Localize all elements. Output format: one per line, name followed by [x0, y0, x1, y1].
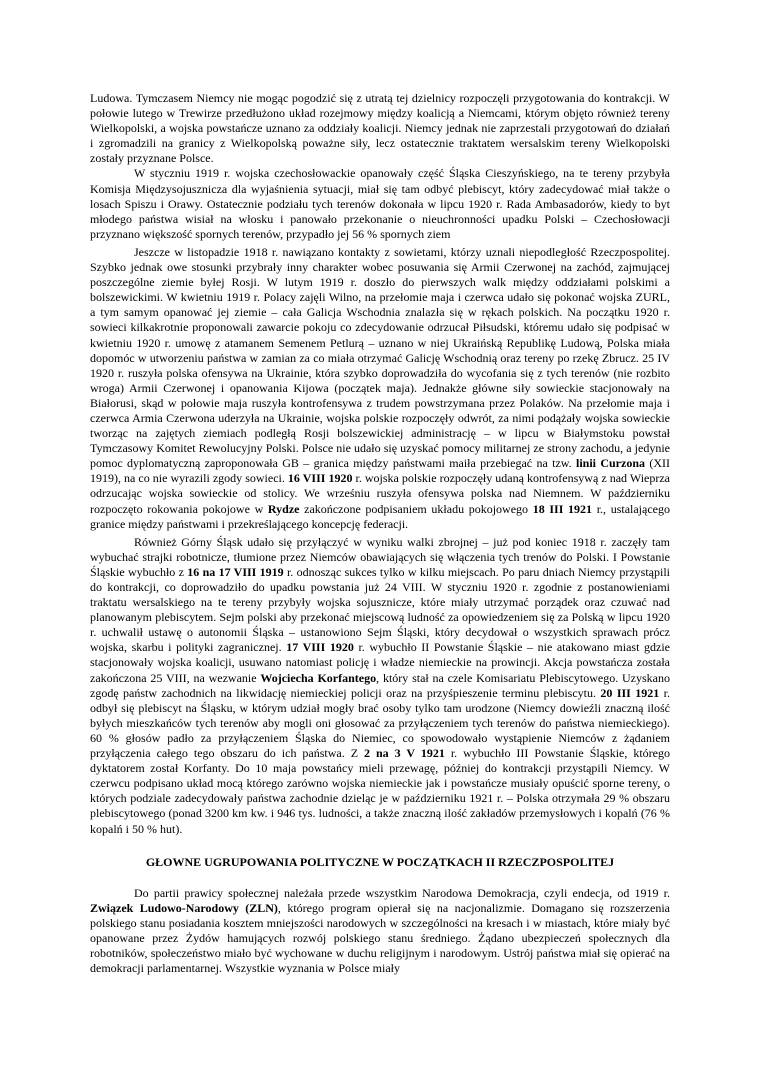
text-run: , którego program opierał się na nacjonalizmie. Domagano się rozszerzenia polskiego stanu posiadania kosztem mniejszości narodowych w szczególności na kresach i w miastach, które miały być opanowane przez Żydów hamujących rozwój polskiego stanu średniego. Żądano ubezpieczeń społecznych dla robotników, społeczeństwo miało być wychowane w duchu religijnym i narodowym. Ustrój państwa miał się opierać na demokracji parlamentarnej. Wszystkie wyznania w Polsce miały: [90, 900, 670, 976]
paragraph-wielkopolska: [90, 91, 670, 166]
text-run: (XII 1919), na co nie wyrazili zgody sowieci.: [90, 456, 670, 486]
text-run: Jeszcze w listopadzie 1918 r. nawiązano kontakty z sowietami, którzy uznali niepodległość Rzeczpospolitej. Szybko jednak owe stosunki przybrały inny charakter wobec posuwania się Armii Czerwonej na zachód, zajmującej poszczególne ziemie byłej Rosji. W lutym 1919 r. doszło do pierwszych walk między oddziałami polskimi a bolszewickimi. W kwietniu 1919 r. Polacy zajęli Wilno, na przełomie maja i czerwca udało się pokonać wojska ZURL, a tym samym opanować jej ziemie – cała Galicja Wschodnia znalazła się w rękach polskich. Na początku 1920 r. sowieci kilkakrotnie proponowali zawarcie pokoju co zdecydowanie odrzucał Piłsudski, któremu udało się podpisać w kwietniu 1920 r. umowę z atamanem Semenem Petlurą – uznano w niej Ukraińską Republikę Ludową, Polska miała dopomóc w utworzeniu państwa w zamian za co miała otrzymać Galicję Wschodnią oraz tereny po rzekę Zbrucz. 25 IV 1920 r. ruszyła polska ofensywa na Ukrainie, która szybko doprowadziła do wycofania się z tych terenów (nie rozbito wroga) Armii Czerwonej i opanowania Kijowa (początek maja). Jednakże główne siły sowieckie stacjonowały na Białorusi, skąd w połowie maja ruszyła kontrofensywa z trudem powstrzymana przez Polaków. Na przełomie maja i czerwca Armia Czerwona uderzyła na Ukrainie, wojska polskie rozpoczęły odwrót, za nimi podążały wojska sowieckie tworząc na zajętych ziemiach podległą Rosji bolszewickiej administrację – w lipcu w Białymstoku powstał Tymczasowy Komitet Rewolucyjny Polski. Polsce nie udało się uzyskać pomocy militarnej ze strony zachodu, a jedynie pomoc dyplomatyczną zaproponowała GB – granica między państwami maiła przebiegać na tzw.: [90, 244, 670, 471]
document-body: [90, 91, 670, 976]
bold-term: 18 III 1921: [532, 501, 593, 516]
text-run: , który stał na czele Komisariatu Plebiscytowego. Uzyskano zgodę państw zachodnich na likwidację niemieckiej policji oraz na przyśpieszenie terminu plebiscytu.: [90, 670, 670, 700]
bold-term: Wojciecha Korfantego: [260, 670, 377, 685]
text-run: r. odnosząc sukces tylko w kilku miejscach. Po paru dniach Niemcy przystąpili do kontrakcji, co doprowadziło do upadku powstania już 24 VIII. W styczniu 1920 r. zgodnie z postanowieniami traktatu wersalskiego na te tereny przybyły wojska sojusznicze, które miały utrzymać porządek oraz czuwać nad planowanym plebiscytem. Sejm polski aby przekonać miejscową ludność za opowiedzeniem się za Polską w lipcu 1920 r. uchwalił ustawę o autonomii Śląska – ustanowiono Sejm Śląski, który decydował o wszystkich sprawach prócz wojska, skarbu i polityki zagranicznej.: [90, 564, 670, 655]
text-run: zakończone podpisaniem układu pokojowego: [299, 501, 533, 516]
bold-term: 16 VIII 1920: [287, 471, 353, 486]
text-run: r. wojska polskie rozpoczęły udaną kontrofensywą z nad Wieprza odrzucając wojska sowieckie od stolicy. We wrześniu ruszyła ofensywa polska nad Niemnem. W październiku rozpoczęto rokowania pokojowe w: [90, 471, 671, 516]
bold-term: 2 na 3 V 1921: [364, 746, 445, 761]
bold-term: Związek Ludowo-Narodowy (ZLN): [90, 900, 278, 915]
paragraph-silesia: [90, 535, 670, 837]
text-run: Również Górny Śląsk udało się przyłączyć w wyniku walki zbrojnej – już pod koniec 1918 r. zaczęły tam wybuchać strajki robotnicze, tłumione przez Niemców obawiających się włączenia tych trenów do Polski. I Powstanie Śląskie wybuchło z: [90, 534, 670, 579]
text-run: r. odbył się plebiscyt na Śląsku, w którym udział mogły brać osoby tylko tam urodzone (Niemcy dowieźli znaczną ilość byłych mieszkańców tych terenów aby mogli oni głosować za przyłączeniem tych terenów do państwa niemieckiego). 60 % głosów padło za przyłączeniem Śląska do Niemiec, co spowodowało wystąpienie Niemców z żądaniem przyłączenia całego tego obszaru do ich państwa. Z: [90, 685, 670, 761]
text-run: Do partii prawicy społecznej należała przede wszystkim Narodowa Demokracja, czyli endecja, od 1919 r.: [134, 885, 670, 900]
text-run: r. wybuchło III Powstanie Śląskie, którego dyktatorem został Korfanty. Do 10 maja powstańcy mieli przewagę, później do kontrakcji przystąpili Niemcy. W czerwcu podpisano układ mocą którego zarówno wojska niemieckie jak i powstańcze musiały opuścić sporne tereny, o których podziale zadecydowały państwa zachodnie dzieląc je w październiku 1921 r. – Polska otrzymała 29 % obszaru plebiscytowego (ponad 3200 km kw. i 946 tys. ludności, a także znaczną ilość zakładów przemysłowych i kopalń (76 % kopalń i 50 % hut).: [90, 746, 670, 836]
paragraph-polish-soviet-war: [90, 245, 670, 532]
bold-term: Rydze: [267, 501, 300, 516]
paragraph-political-parties: [90, 886, 670, 977]
bold-term: 20 III 1921: [600, 685, 660, 700]
text-run: r., ustalającego granice między państwami i przekreślającego koncepcję federacji.: [90, 501, 670, 531]
bold-term: linii Curzona: [576, 456, 646, 471]
text-run: r. wybuchło II Powstanie Śląskie – nie atakowano miast gdzie stacjonowały wojska koalicji, usuwano natomiast policję i władze niemieckie na prowincji. Akcja powstańcza została zakończona 25 VIII, na wezwanie: [90, 640, 670, 685]
text-run: W styczniu 1919 r. wojska czechosłowackie opanowały część Śląska Cieszyńskiego, na te tereny przybyła Komisja Międzysojusznicza dla wyjaśnienia sytuacji, miał się tam odbyć plebiscyt, który zadecydować miał także o losach Spiszu i Orawy. Ostatecznie podziału tych terenów dokonała w lipcu 1920 r. Rada Ambasadorów, kiedy to byt młodego państwa wisiał na włosku i panowało przekonanie o nieuchronności upadku Polski – Czechosłowacji przyznano większość spornych terenów, przypadło jej 56 % spornych ziem: [90, 166, 670, 241]
bold-term: 16 na 17 VIII 1919: [187, 564, 284, 579]
text-run: Ludowa. Tymczasem Niemcy nie mogąc pogodzić się z utratą tej dzielnicy rozpoczęli przygotowania do kontrakcji. W połowie lutego w Trewirze przedłużono układ rozejmowy między koalicją a Niemcami, którym objęto również tereny Wielkopolski, a wojska powstańcze uznano za oddziały koalicji. Niemcy jednak nie zaprzestali przygotowań do działań i zgromadzili na granicy z Wielkopolską poważne siły, lecz ostatecznie traktatem wersalskim tereny Wielkopolski zostały przyznane Polsce.: [90, 91, 670, 166]
paragraph-cieszyn: [90, 166, 670, 241]
bold-term: 17 VIII 1920: [286, 640, 354, 655]
section-heading: GŁOWNE UGRUPOWANIA POLITYCZNE W POCZĄTKACH II RZECZPOSPOLITEJ: [145, 854, 615, 869]
